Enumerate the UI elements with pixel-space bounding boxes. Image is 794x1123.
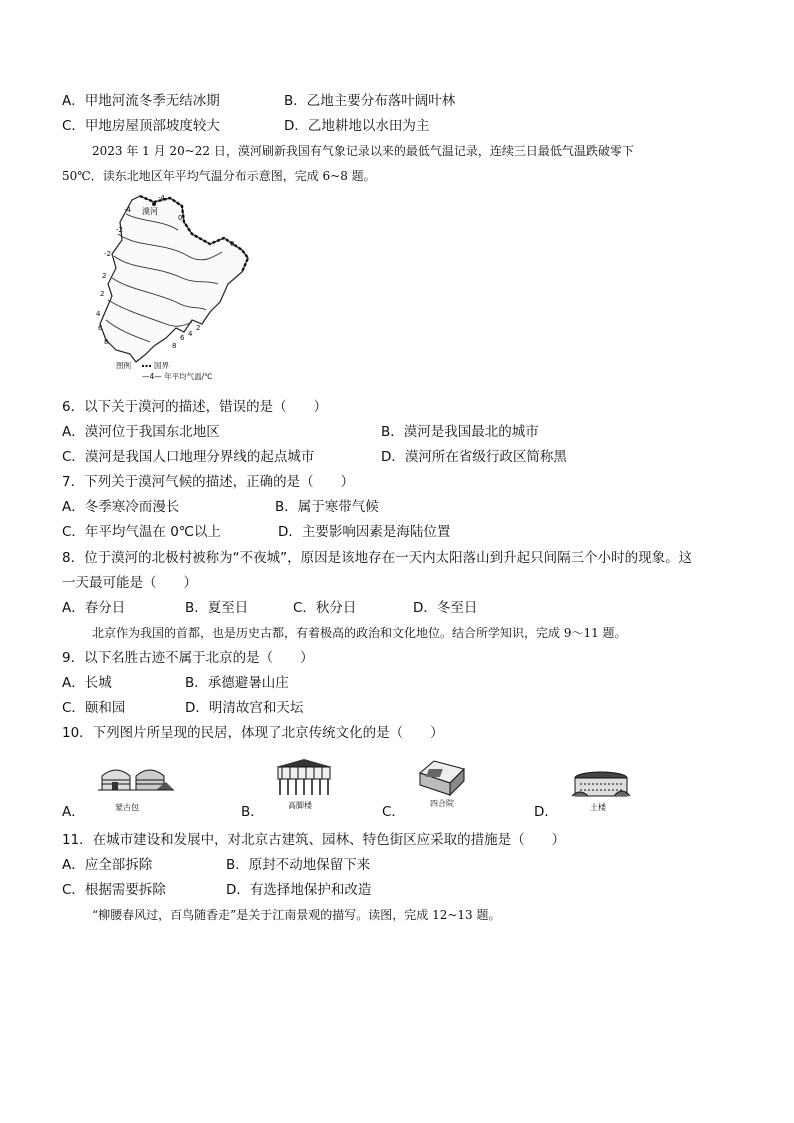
q10-option-a[interactable]: A． <box>62 804 85 820</box>
contour-label: 6 <box>180 334 185 342</box>
q7-option-b[interactable]: B．属于寒带气候 <box>275 499 379 515</box>
contour-label: -4 <box>124 206 131 214</box>
city-label: 漠河 <box>142 207 158 216</box>
prev-option-b: B．乙地主要分布落叶阔叶林 <box>284 93 456 109</box>
northeast-temperature-map <box>92 192 262 382</box>
q7-stem: 7．下列关于漠河气候的描述，正确的是（ ） <box>62 474 355 490</box>
stilt-house-caption: 高脚楼 <box>288 801 312 810</box>
contour-label: 8 <box>104 338 109 346</box>
q7-option-d[interactable]: D．主要影响因素是海陆位置 <box>278 524 451 540</box>
tulou-image <box>570 768 632 802</box>
contour-label: 0 <box>178 214 183 222</box>
q9-option-a[interactable]: A．长城 <box>62 675 112 691</box>
q11-stem: 11．在城市建设和发展中，对北京古建筑、园林、特色街区应采取的措施是（ ） <box>62 832 566 848</box>
q11-option-c[interactable]: C．根据需要拆除 <box>62 882 166 898</box>
q9-option-d[interactable]: D．明清故宫和天坛 <box>185 700 304 716</box>
q7-option-c[interactable]: C．年平均气温在 0℃以上 <box>62 524 221 540</box>
prev-option-d: D．乙地耕地以水田为主 <box>284 118 430 134</box>
contour-label: 4 <box>188 330 193 338</box>
intro-6-8-line2: 50℃．读东北地区年平均气温分布示意图，完成 6~8 题。 <box>62 169 376 183</box>
prev-option-a: A．甲地河流冬季无结冰期 <box>62 93 220 109</box>
q11-option-d[interactable]: D．有选择地保护和改造 <box>226 882 372 898</box>
q11-option-b[interactable]: B．原封不动地保留下来 <box>226 857 371 873</box>
q8-stem-line1: 8．位于漠河的北极村被称为“不夜城”，原因是该地存在一天内太阳落山到升起只间隔三个小时的现象。这 <box>62 550 693 566</box>
intro-9-11: 北京作为我国的首都，也是历史古都，有着极高的政治和文化地位。结合所学知识，完成 9～11 题。 <box>92 626 627 640</box>
q10-stem: 10．下列图片所呈现的民居，体现了北京传统文化的是（ ） <box>62 725 444 741</box>
contour-label: 2 <box>196 324 201 332</box>
stilt-house-image <box>274 757 334 799</box>
q10-option-b[interactable]: B． <box>241 804 264 820</box>
q8-option-d[interactable]: D．冬至日 <box>413 600 478 616</box>
q6-option-c[interactable]: C．漠河是我国人口地理分界线的起点城市 <box>62 449 315 465</box>
q10-option-d[interactable]: D． <box>534 804 558 820</box>
q8-option-a[interactable]: A．春分日 <box>62 600 126 616</box>
contour-label: 2 <box>100 290 105 298</box>
q6-option-d[interactable]: D．漠河所在省级行政区简称黑 <box>381 449 567 465</box>
intro-12-13: “柳腰春风过，百鸟随香走”是关于江南景观的描写。读图，完成 12~13 题。 <box>92 908 501 922</box>
contour-label: 0 <box>230 240 235 248</box>
legend-border: 国界 <box>154 361 169 370</box>
q8-option-c[interactable]: C．秋分日 <box>293 600 357 616</box>
intro-6-8-line1: 2023 年 1 月 20~22 日，漠河刷新我国有气象记录以来的最低气温记录，连续三日最低气温跌破零下 <box>92 144 634 158</box>
siheyuan-image <box>416 755 468 797</box>
q6-option-a[interactable]: A．漠河位于我国东北地区 <box>62 424 220 440</box>
contour-label: 6 <box>98 324 103 332</box>
contour-label: -2 <box>116 226 123 234</box>
legend-title: 图例 <box>116 361 131 370</box>
contour-label: -2 <box>104 250 111 258</box>
tulou-caption: 土楼 <box>590 803 606 812</box>
q8-option-b[interactable]: B．夏至日 <box>185 600 249 616</box>
q8-stem-line2: 一天最可能是（ ） <box>62 575 197 591</box>
q10-option-c[interactable]: C． <box>382 804 405 820</box>
contour-label: 4 <box>96 310 101 318</box>
q6-option-b[interactable]: B．漠河是我国最北的城市 <box>381 424 539 440</box>
contour-label: -4 <box>158 194 165 202</box>
contour-label: 8 <box>172 342 177 350</box>
contour-label: 2 <box>102 272 107 280</box>
q11-option-a[interactable]: A．应全部拆除 <box>62 857 153 873</box>
q9-stem: 9．以下名胜古迹不属于北京的是（ ） <box>62 650 314 666</box>
yurt-image <box>96 760 176 802</box>
q7-option-a[interactable]: A．冬季寒冷而漫长 <box>62 499 180 515</box>
q9-option-c[interactable]: C．颐和园 <box>62 700 126 716</box>
legend-isotherm: —4— 年平均气温/℃ <box>142 372 213 381</box>
q9-option-b[interactable]: B．承德避暑山庄 <box>185 675 289 691</box>
q6-stem: 6．以下关于漠河的描述，错误的是（ ） <box>62 399 328 415</box>
yurt-caption: 蒙古包 <box>115 803 139 812</box>
siheyuan-caption: 四合院 <box>430 799 454 808</box>
prev-option-c: C．甲地房屋顶部坡度较大 <box>62 118 220 134</box>
